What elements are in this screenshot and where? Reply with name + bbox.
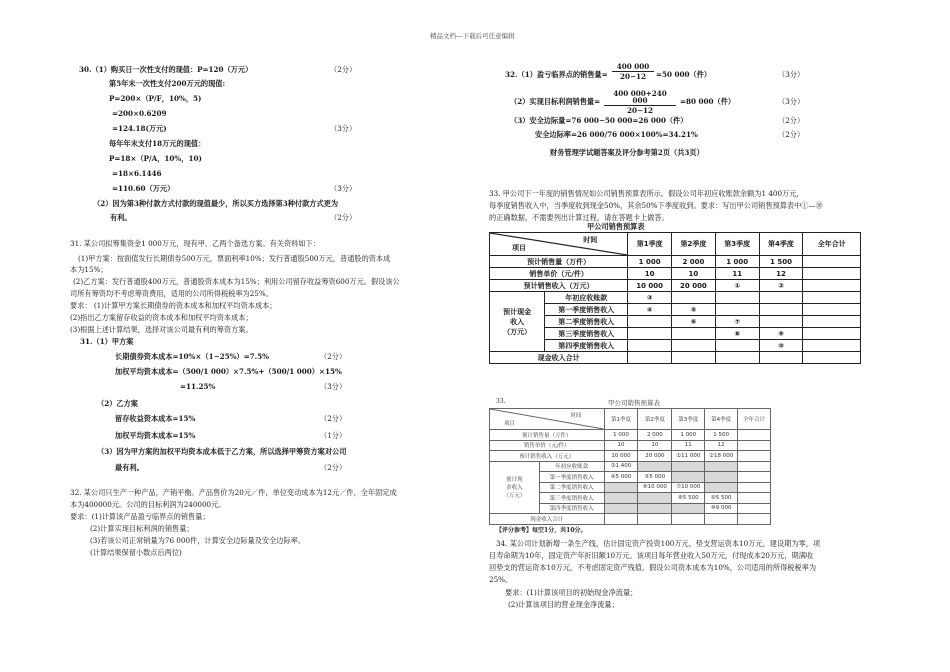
score: （1分） [320,431,347,440]
table-row [490,268,861,280]
cell [803,304,861,316]
cell [738,482,771,493]
cell [738,461,771,472]
cell [738,503,771,514]
cell [715,304,759,316]
text-line: 30.（1）购买日一次性支付的现值：P=120（万元） [79,65,253,74]
cell [738,451,771,462]
text-line: =124.18(万元) [112,124,167,133]
row-label: 第二季度销售收入 [545,316,628,328]
text-line: =110.60（万元） [112,184,175,193]
cell: 10 [638,440,672,451]
cell: ⑨5 500 [705,493,738,504]
cell: 10 000 [628,280,672,292]
row-label: 第四季度销售收入 [545,340,628,352]
row-label: 第三季度销售收入 [545,328,628,340]
text-line: 留存收益资本成本=15% [115,414,196,423]
cell [672,472,705,483]
cell [803,328,861,340]
text-line: 32. 某公司只生产一种产品，产销平衡。产品售价为20元／件，单位变动成本为12元／件，全年固定成 [70,488,397,497]
text-line: （3）因为甲方案的加权平均资本成本低于乙方案，所以选择甲筹资方案对公司 [97,447,347,456]
group-label-line: 收入 [510,317,525,326]
cell: ⑥ [672,316,716,328]
text-line: 要求：(1)计算该产品盈亏临界点的销售量； [70,512,210,521]
cell [604,514,638,525]
text-line: 长期债券资本成本=10%×（1−25%）=7.5% [115,352,269,361]
text-line: 33. 甲公司下一年度的销售情况如公司销售预算表所示。假设公司年初应收账款余额为1 400万元， [489,189,804,198]
table-row [490,328,861,340]
header-corner [490,409,605,430]
table-row [490,280,861,292]
cell: 1 000 [672,430,705,441]
text-line: 加权平均资本成本=（500/1 000）×7.5%+（500/1 000）×15% [115,367,342,376]
row-label: 第四季度销售收入 [539,503,604,514]
cell: 10 [628,268,672,280]
cell: ①11 000 [672,451,705,462]
score: （3分） [778,97,805,106]
cell: 1 000 [604,430,638,441]
text-line: (1)甲方案：按面值发行长期债券500万元，票面利率10%；发行普通股500万元，普通股的资本成 [78,254,391,263]
cell: ⑦ [715,316,759,328]
cell: ② [759,280,803,292]
cell: 20 000 [672,280,716,292]
cell [705,472,738,483]
column-header: 第3季度 [715,233,759,256]
table-row [490,430,771,441]
cell: ① [715,280,759,292]
item-label: 项目 [504,421,516,427]
cell: 2 000 [638,430,672,441]
score: （2分） [320,352,347,361]
cell: ⑤ [672,304,716,316]
text-line: （2）因为第3种付款方式付款的现值最少，所以买方选择第3种付款方式更为 [93,199,339,208]
text-line: (2)计算该项目的营业现金净流量； [508,600,619,609]
cell [759,292,803,304]
row-label: 销售单价（元/件） [490,268,628,280]
cell [803,352,861,364]
cell [628,340,672,352]
group-label-line: 预计现金 [503,307,532,316]
table-row [490,304,861,316]
text-line: 回垫支的营运资本10万元，不考虑固定资产残值。假设公司资本成本为10%，公司适用的所得税税率为 [489,563,817,572]
cell [803,280,861,292]
cell: 10 [672,268,716,280]
cell [628,316,672,328]
row-label: 预计销售量（万件） [490,256,628,268]
fraction [612,63,654,80]
cell [672,328,716,340]
text-line: （3）安全边际量=76 000−50 000=26 000（件） [510,116,688,125]
text-line: (3)根据上述计算结果，选择对该公司最有利的筹资方案。 [70,325,253,334]
text-line: 32.（1）盈亏临界点的销售量= [505,70,608,79]
page-header: 精品文档---下载后可任意编辑 [430,32,515,40]
cell [759,304,803,316]
text-line: 34. 某公司计划新增一条生产线，估计固定资产投资100万元，垫支营运资本10万元，建设期为零，项 [496,539,821,548]
cell: ⑥10 000 [638,482,672,493]
score: （3分） [320,382,347,391]
text-line: 每季度销售收入中，当季度收到现金50%，其余50%下季度收到。要求：写出甲公司销售预算表中①—⑩ [489,201,823,210]
cell: 10 000 [604,451,638,462]
text-line: =11.25% [180,382,216,391]
table-row [490,451,771,462]
group-label-line: 预计现 [506,477,523,484]
cell [715,340,759,352]
text-line: 31. 某公司拟筹集资金1 000万元，现有甲、乙两个备选方案。有关资料如下： [70,239,320,248]
column-header: 第4季度 [759,233,803,256]
cell: ②18 000 [705,451,738,462]
text-line: P=200×（P/F，10%，5) [109,94,202,103]
cell [638,514,672,525]
cell [672,352,716,364]
cell [715,352,759,364]
table-row [490,256,861,268]
cell [803,256,861,268]
text-line: (2)指出乙方案留存收益的资本成本和加权平均资本成本； [70,313,253,322]
score: （3分） [778,70,805,79]
row-label: 第一季度销售收入 [539,472,604,483]
cell: 1 500 [759,256,803,268]
denominator: 20−12 [619,72,647,82]
table-row [490,440,771,451]
cell: 1 000 [715,256,759,268]
cell [738,493,771,504]
table-row [490,352,861,364]
numerator: 400 000+240 000 [604,90,676,106]
row-label: 现金收入合计 [490,514,605,525]
text-line: 31.（1）甲方案 [80,337,134,346]
table-row [490,514,771,525]
cell [604,493,638,504]
column-header: 第2季度 [638,409,672,430]
column-header: 全年合计 [803,233,861,256]
cell [672,340,716,352]
row-label: 预计销售收入（万元） [490,451,605,462]
cell: 12 [705,440,738,451]
row-label: 预计销售收入（万元） [490,280,628,292]
table-row [490,292,861,304]
cell [705,461,738,472]
group-label-line: 金收入 [506,485,523,492]
cell: 1 500 [705,430,738,441]
text-line: （2）实现目标利润销售量= [510,97,601,106]
diagonal-line [490,233,627,255]
cell: 20 000 [638,451,672,462]
header-corner [490,233,628,256]
cell: ⑧ [715,328,759,340]
cell [715,292,759,304]
cell [672,461,705,472]
cell [604,503,638,514]
text-line: =200×0.6209 [112,109,167,118]
text-line: =50 000（件） [656,70,712,79]
cell [672,292,716,304]
cell [803,268,861,280]
cell [705,482,738,493]
text-line: (计算结果保留小数点后两位) [90,548,182,557]
score: （2分） [320,414,347,423]
cell: 1 000 [628,256,672,268]
text-line: 加权平均资本成本=15% [115,431,196,440]
row-label: 第一季度销售收入 [545,304,628,316]
text-line: =80 000（件） [680,97,736,106]
text-line: (2)计算实现目标利润的销售量； [90,524,194,533]
cell [638,503,672,514]
denominator: 20−12 [626,106,654,116]
text-line: 25%。 [489,575,513,584]
column-header: 第2季度 [672,233,716,256]
cell: 10 [604,440,638,451]
text-line: 最有利。 [115,463,144,472]
column-header: 第3季度 [672,409,705,430]
score: （3分） [330,124,357,133]
cell [672,503,705,514]
column-header: 全年合计 [738,409,771,430]
cell: ③1 400 [604,461,638,472]
text-line: (3)若该公司正常销量为76 000件，计算安全边际量及安全边际率。 [90,536,306,545]
scoring-note: 【评分参考】每空1分，共10分。 [496,527,587,534]
cell: 11 [715,268,759,280]
cell [672,514,705,525]
cell [738,514,771,525]
table-title: 甲公司销售预算表 [608,399,660,407]
fraction [604,90,676,115]
text-line: 安全边际率=26 000/76 000×100%=34.21% [535,130,698,139]
text-line: 目寿命期为10年，固定资产年折旧额10万元。该项目每年营业收入50万元，付现成本20万元，期满收 [489,551,814,560]
cell: ④ [628,304,672,316]
text-line: 本为400000元。公司的目标利润为240000元。 [70,500,226,509]
text-line: 要求： (1)计算甲方案长期债券的资本成本和加权平均资本成本； [70,301,277,310]
column-header: 第1季度 [604,409,638,430]
group-label [490,461,540,514]
cell [738,472,771,483]
cell [628,352,672,364]
score: （2分） [330,65,357,74]
cell: ⑩ [759,340,803,352]
table-row [490,461,771,472]
cell [638,493,672,504]
text-line: =18×6.1446 [112,169,162,178]
numerator: 400 000 [612,63,654,72]
score: （2分） [778,130,805,139]
group-label [490,292,545,352]
text-line: P=18×（P/A，10%，10) [109,154,202,163]
column-header: 第4季度 [705,409,738,430]
cell: 2 000 [672,256,716,268]
cell [803,316,861,328]
cell [803,340,861,352]
cell: ⑦10 000 [672,482,705,493]
table-row [490,316,861,328]
cell [803,292,861,304]
item-label: 项目 [512,244,526,252]
page-footer: 财务管理学试题答案及评分参考第2页（共3页） [550,148,704,157]
row-label: 预计销售量（万件） [490,430,605,441]
cell [759,352,803,364]
score: （2分） [778,116,805,125]
cell [638,461,672,472]
score: （3分） [330,184,357,193]
text-line: 有利。 [110,213,132,222]
sales-budget-table [489,232,861,364]
text-line: 的正确数据，不需要列出计算过程，请在答题卡上做答。 [489,213,669,222]
cell [738,440,771,451]
text-line: （2）乙方案 [97,399,138,408]
cell [738,430,771,441]
cell: ⑤5 000 [638,472,672,483]
score: （2分） [320,463,347,472]
text-line: 司所有筹资均不考虑筹资费用，适用的公司所得税税率为25%。 [70,289,273,298]
time-label: 时间 [583,236,598,244]
row-label: 年初应收账款 [545,292,628,304]
score: （2分） [330,213,357,222]
cell: ③ [628,292,672,304]
cell [759,316,803,328]
cell: 11 [672,440,705,451]
row-label: 年初应收账款 [539,461,604,472]
table-number: 33. [496,398,506,405]
text-line: 本为15%； [70,265,108,274]
column-header: 第1季度 [628,233,672,256]
group-label-line: （万元） [503,327,532,336]
row-label: 现金收入合计 [490,352,628,364]
cell: 12 [759,268,803,280]
cell: ⑩9 000 [705,503,738,514]
cell: ⑧5 500 [672,493,705,504]
row-label: 销售单价（元/件） [490,440,605,451]
group-label-line: （万元） [503,493,526,500]
text-line: 第5年末一次性支付200万元的现值: [109,79,226,88]
time-label: 时间 [570,413,582,419]
text-line: (2)乙方案：发行普通股400万元，普通股资本成本为15%；利用公司留存收益筹资600万元。假设该公 [73,277,400,286]
row-label: 第二季度销售收入 [539,482,604,493]
cell: ⑨ [759,328,803,340]
cell [705,514,738,525]
cell [604,482,638,493]
cell: ④5 000 [604,472,638,483]
sales-budget-answer-table [489,408,771,525]
cell [628,328,672,340]
table-row [490,340,861,352]
text-line: 要求：(1)计算该项目的初始现金净流量； [505,588,638,597]
row-label: 第三季度销售收入 [539,493,604,504]
text-line: 每年年末支付18万元的现值： [109,139,206,148]
table-title: 甲公司销售预算表 [587,222,645,231]
